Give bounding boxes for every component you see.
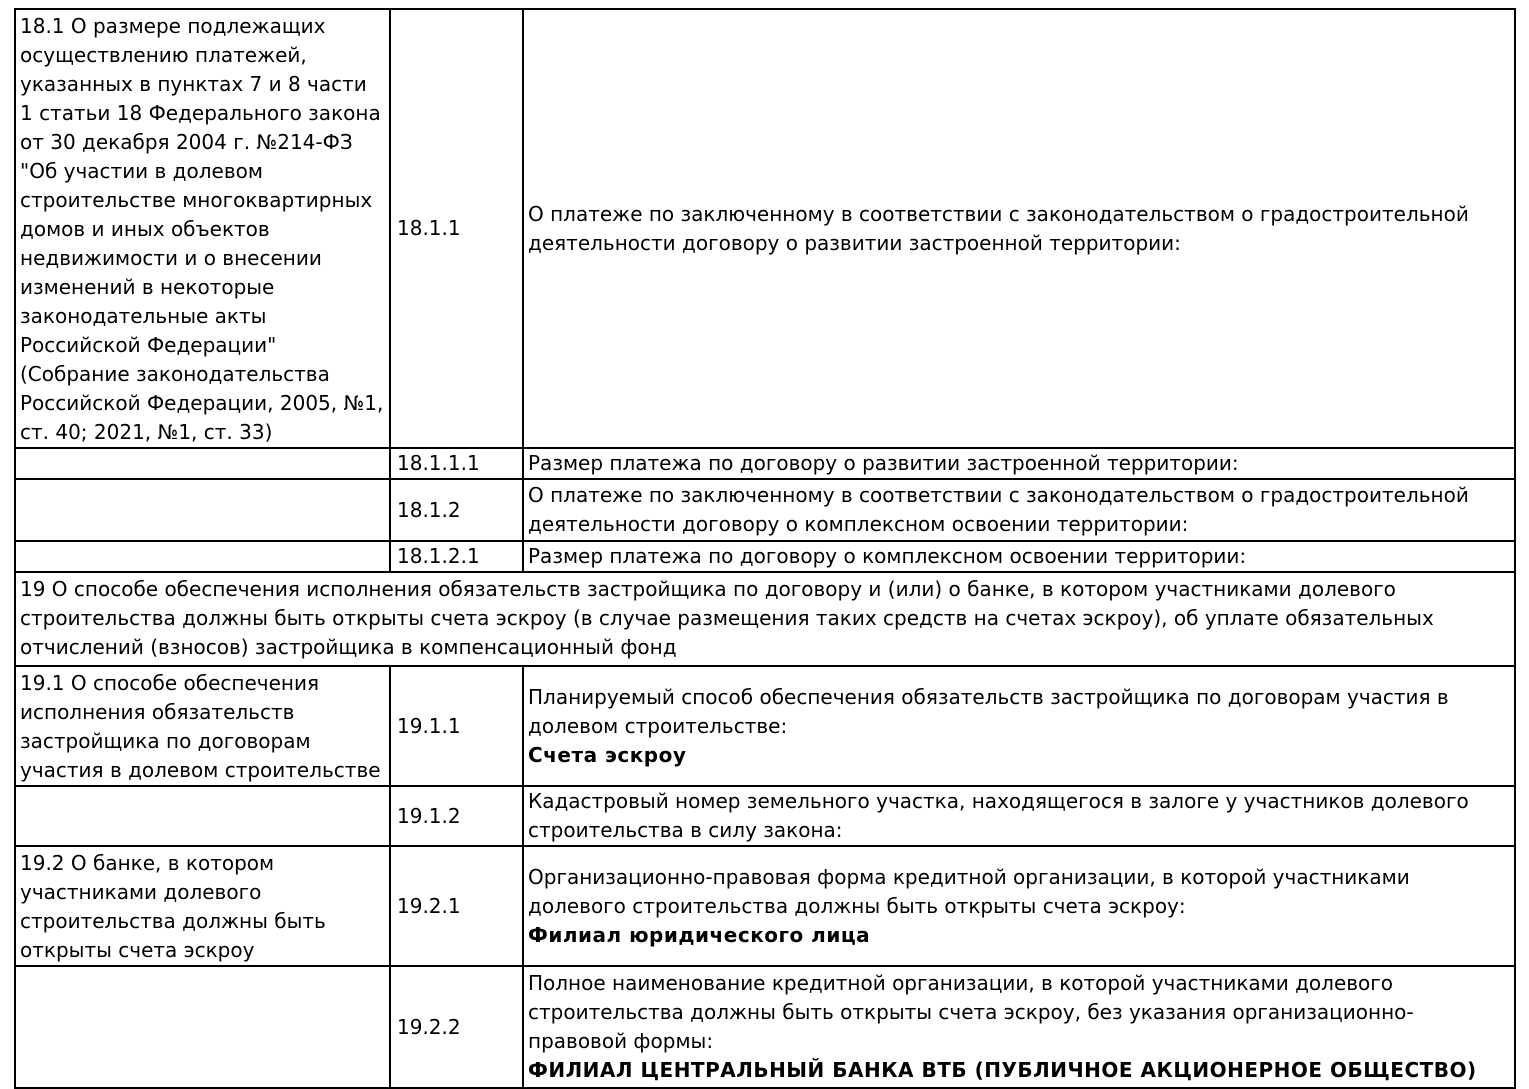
- item-number-19-1-1: 19.1.1: [390, 666, 523, 786]
- table-row: [15, 966, 1515, 1088]
- table-row: [15, 846, 1515, 966]
- item-text-19-1-1: [523, 666, 1515, 786]
- empty-cell: [15, 479, 390, 541]
- item-number-18-1-1-1: 18.1.1.1: [390, 448, 523, 479]
- section-19-header: 19 О способе обеспечения исполнения обязательств застройщика по договору и (или) о банке, в котором участниками долевого строительства должны быть открыты счета эскроу (в случае размещения таких средств на счетах эскроу), об уплате обязательных отчислений (взносов) застройщика в компенсационный фонд: [15, 572, 1515, 666]
- table-row: [15, 9, 1515, 448]
- table-row: [15, 479, 1515, 541]
- item-text-18-1-1-1: Размер платежа по договору о развитии застроенной территории:: [523, 448, 1515, 479]
- table-row-section-19: [15, 572, 1515, 666]
- item-number-19-1-2: 19.1.2: [390, 786, 523, 846]
- item-text-19-2-1: [523, 846, 1515, 966]
- item-text-18-1-2-1: Размер платежа по договору о комплексном освоении территории:: [523, 541, 1515, 572]
- item-question: Полное наименование кредитной организации, в которой участниками долевого строительства должны быть открыты счета эскроу, без указания организационно-правовой формы:: [528, 971, 1414, 1053]
- table-row: [15, 448, 1515, 479]
- item-text-18-1-1: О платеже по заключенному в соответствии с законодательством о градостроительной деятельности договору о развитии застроенной территории:: [523, 9, 1515, 448]
- table-row: [15, 666, 1515, 786]
- item-question: Планируемый способ обеспечения обязательств застройщика по договорам участия в долевом строительстве:: [528, 684, 1449, 738]
- item-number-18-1-2: 18.1.2: [390, 479, 523, 541]
- item-value: Филиал юридического лица: [528, 922, 871, 947]
- empty-cell: [15, 966, 390, 1088]
- item-value: ФИЛИАЛ ЦЕНТРАЛЬНЫЙ БАНКА ВТБ (ПУБЛИЧНОЕ АКЦИОНЕРНОЕ ОБЩЕСТВО): [528, 1058, 1477, 1082]
- empty-cell: [15, 786, 390, 846]
- empty-cell: [15, 448, 390, 479]
- section-19-1-label: 19.1 О способе обеспечения исполнения обязательств застройщика по договорам участия в долевом строительстве: [15, 666, 390, 786]
- item-value: Счета эскроу: [528, 742, 687, 767]
- item-number-18-1-2-1: 18.1.2.1: [390, 541, 523, 572]
- item-text-18-1-2: О платеже по заключенному в соответствии с законодательством о градостроительной деятельности договору о комплексном освоении территории:: [523, 479, 1515, 541]
- item-number-19-2-1: 19.2.1: [390, 846, 523, 966]
- item-question: Организационно-правовая форма кредитной организации, в которой участниками долевого строительства должны быть открыты счета эскроу:: [528, 864, 1410, 918]
- declaration-table: [14, 8, 1516, 1089]
- empty-cell: [15, 541, 390, 572]
- section-19-2-label: 19.2 О банке, в котором участниками долевого строительства должны быть открыты счета эскроу: [15, 846, 390, 966]
- section-18-1-label: 18.1 О размере подлежащих осуществлению платежей, указанных в пунктах 7 и 8 части 1 статьи 18 Федерального закона от 30 декабря 2004 г. №214-ФЗ "Об участии в долевом строительстве многоквартирных домов и иных объектов недвижимости и о внесении изменений в некоторые законодательные акты Российской Федерации" (Собрание законодательства Российской Федерации, 2005, №1, ст. 40; 2021, №1, ст. 33): [15, 9, 390, 448]
- table-row: [15, 541, 1515, 572]
- item-number-19-2-2: 19.2.2: [390, 966, 523, 1088]
- item-text-19-1-2: Кадастровый номер земельного участка, находящегося в залоге у участников долевого строительства в силу закона:: [523, 786, 1515, 846]
- table-row: [15, 786, 1515, 846]
- item-number-18-1-1: 18.1.1: [390, 9, 523, 448]
- item-text-19-2-2: [523, 966, 1515, 1088]
